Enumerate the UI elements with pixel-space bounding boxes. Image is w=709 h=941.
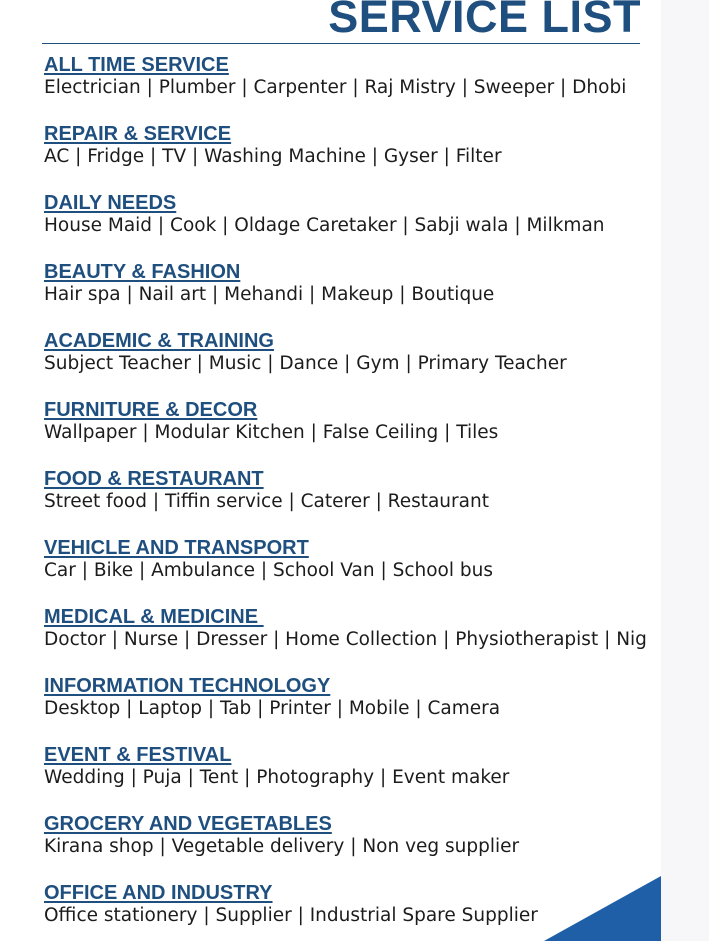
service-section xyxy=(44,536,661,605)
section-items: Doctor | Nurse | Dresser | Home Collection | Physiotherapist | Nig xyxy=(44,629,647,650)
section-heading: ACADEMIC & TRAINING xyxy=(44,330,274,352)
section-items: Kirana shop | Vegetable delivery | Non veg supplier xyxy=(44,836,520,857)
section-items: AC | Fridge | TV | Washing Machine | Gyser | Filter xyxy=(44,146,502,167)
section-heading: GROCERY AND VEGETABLES xyxy=(44,813,332,835)
right-edge-strip xyxy=(661,0,709,941)
section-heading: DAILY NEEDS xyxy=(44,192,177,214)
section-items: Subject Teacher | Music | Dance | Gym | Primary Teacher xyxy=(44,353,567,374)
service-section xyxy=(44,398,661,467)
service-section xyxy=(44,260,661,329)
section-items: Hair spa | Nail art | Mehandi | Makeup | Boutique xyxy=(44,284,495,305)
section-heading: BEAUTY & FASHION xyxy=(44,261,241,283)
section-items: Wallpaper | Modular Kitchen | False Ceiling | Tiles xyxy=(44,422,499,443)
section-items: Electrician | Plumber | Carpenter | Raj Mistry | Sweeper | Dhobi xyxy=(44,77,627,98)
page-title: SERVICE LIST xyxy=(328,0,641,42)
section-heading: INFORMATION TECHNOLOGY xyxy=(44,675,331,697)
section-items: Car | Bike | Ambulance | School Van | School bus xyxy=(44,560,493,581)
service-section xyxy=(44,122,661,191)
service-list xyxy=(44,53,661,941)
section-heading: VEHICLE AND TRANSPORT xyxy=(44,537,309,559)
section-heading: FOOD & RESTAURANT xyxy=(44,468,264,490)
section-heading: REPAIR & SERVICE xyxy=(44,123,232,145)
section-heading: OFFICE AND INDUSTRY xyxy=(44,882,273,904)
section-items: Wedding | Puja | Tent | Photography | Event maker xyxy=(44,767,510,788)
section-items: Desktop | Laptop | Tab | Printer | Mobile | Camera xyxy=(44,698,501,719)
title-divider xyxy=(42,43,640,44)
section-items: House Maid | Cook | Oldage Caretaker | Sabji wala | Milkman xyxy=(44,215,605,236)
corner-triangle-decoration xyxy=(540,876,661,941)
section-heading: FURNITURE & DECOR xyxy=(44,399,258,421)
section-heading: EVENT & FESTIVAL xyxy=(44,744,232,766)
service-section xyxy=(44,53,661,122)
service-section xyxy=(44,191,661,260)
service-section xyxy=(44,329,661,398)
service-section xyxy=(44,467,661,536)
section-heading: MEDICAL & MEDICINE xyxy=(44,606,264,628)
section-heading: ALL TIME SERVICE xyxy=(44,54,229,76)
section-items: Street food | Tiffin service | Caterer | Restaurant xyxy=(44,491,489,512)
service-section xyxy=(44,605,661,674)
service-section xyxy=(44,674,661,743)
service-section xyxy=(44,812,661,881)
service-section xyxy=(44,743,661,812)
section-items: Office stationery | Supplier | Industrial Spare Supplier xyxy=(44,905,538,926)
